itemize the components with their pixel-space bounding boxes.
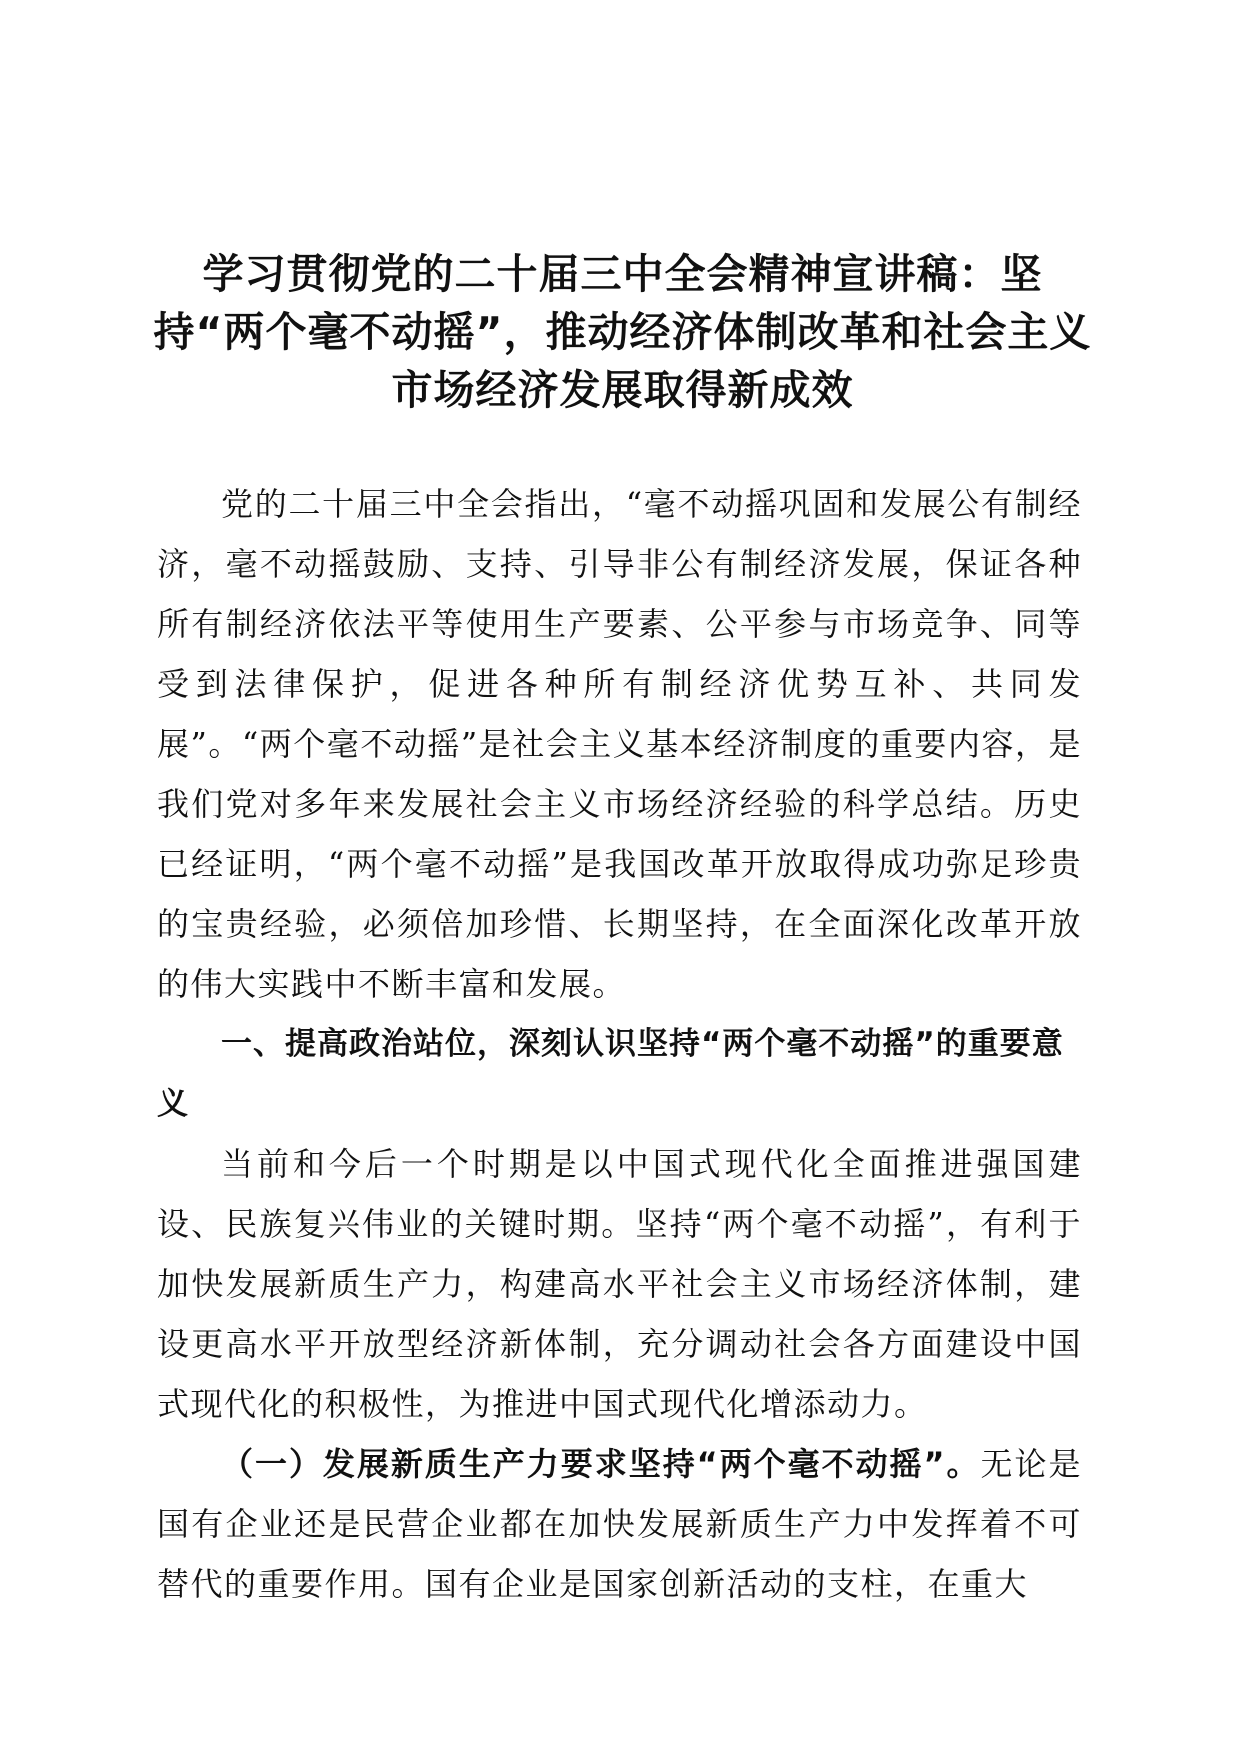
subsection-1-lead: （一）发展新质生产力要求坚持“两个毫不动摇”。 xyxy=(221,1445,981,1483)
document-title: 学习贯彻党的二十届三中全会精神宣讲稿：坚持“两个毫不动摇”，推动经济体制改革和社会主义市场经济发展取得新成效 xyxy=(153,250,1092,414)
section-1-paragraph: 当前和今后一个时期是以中国式现代化全面推进强国建设、民族复兴伟业的关键时期。坚持“两个毫不动摇”，有利于加快发展新质生产力，构建高水平社会主义市场经济体制，建设更高水平开放型经济新体制，充分调动社会各方面建设中国式现代化的积极性，为推进中国式现代化增添动力。 xyxy=(157,1145,1082,1423)
subsection-1-paragraph xyxy=(157,1434,1082,1614)
section-heading-1: 一、提高政治站位，深刻认识坚持“两个毫不动摇”的重要意义 xyxy=(157,1026,1064,1122)
intro-paragraph: 党的二十届三中全会指出，“毫不动摇巩固和发展公有制经济，毫不动摇鼓励、支持、引导非公有制经济发展，保证各种所有制经济依法平等使用生产要素、公平参与市场竞争、同等受到法律保护，促进各种所有制经济优势互补、共同发展”。“两个毫不动摇”是社会主义基本经济制度的重要内容，是我们党对多年来发展社会主义市场经济经验的科学总结。历史已经证明，“两个毫不动摇”是我国改革开放取得成功弥足珍贵的宝贵经验，必须倍加珍惜、长期坚持，在全面深化改革开放的伟大实践中不断丰富和发展。 xyxy=(157,485,1082,1003)
subsection-1-text: 无论是国有企业还是民营企业都在加快发展新质生产力中发挥着不可替代的重要作用。国有企业是国家创新活动的支柱，在重大 xyxy=(157,1445,1082,1603)
document-body xyxy=(157,474,1082,1614)
